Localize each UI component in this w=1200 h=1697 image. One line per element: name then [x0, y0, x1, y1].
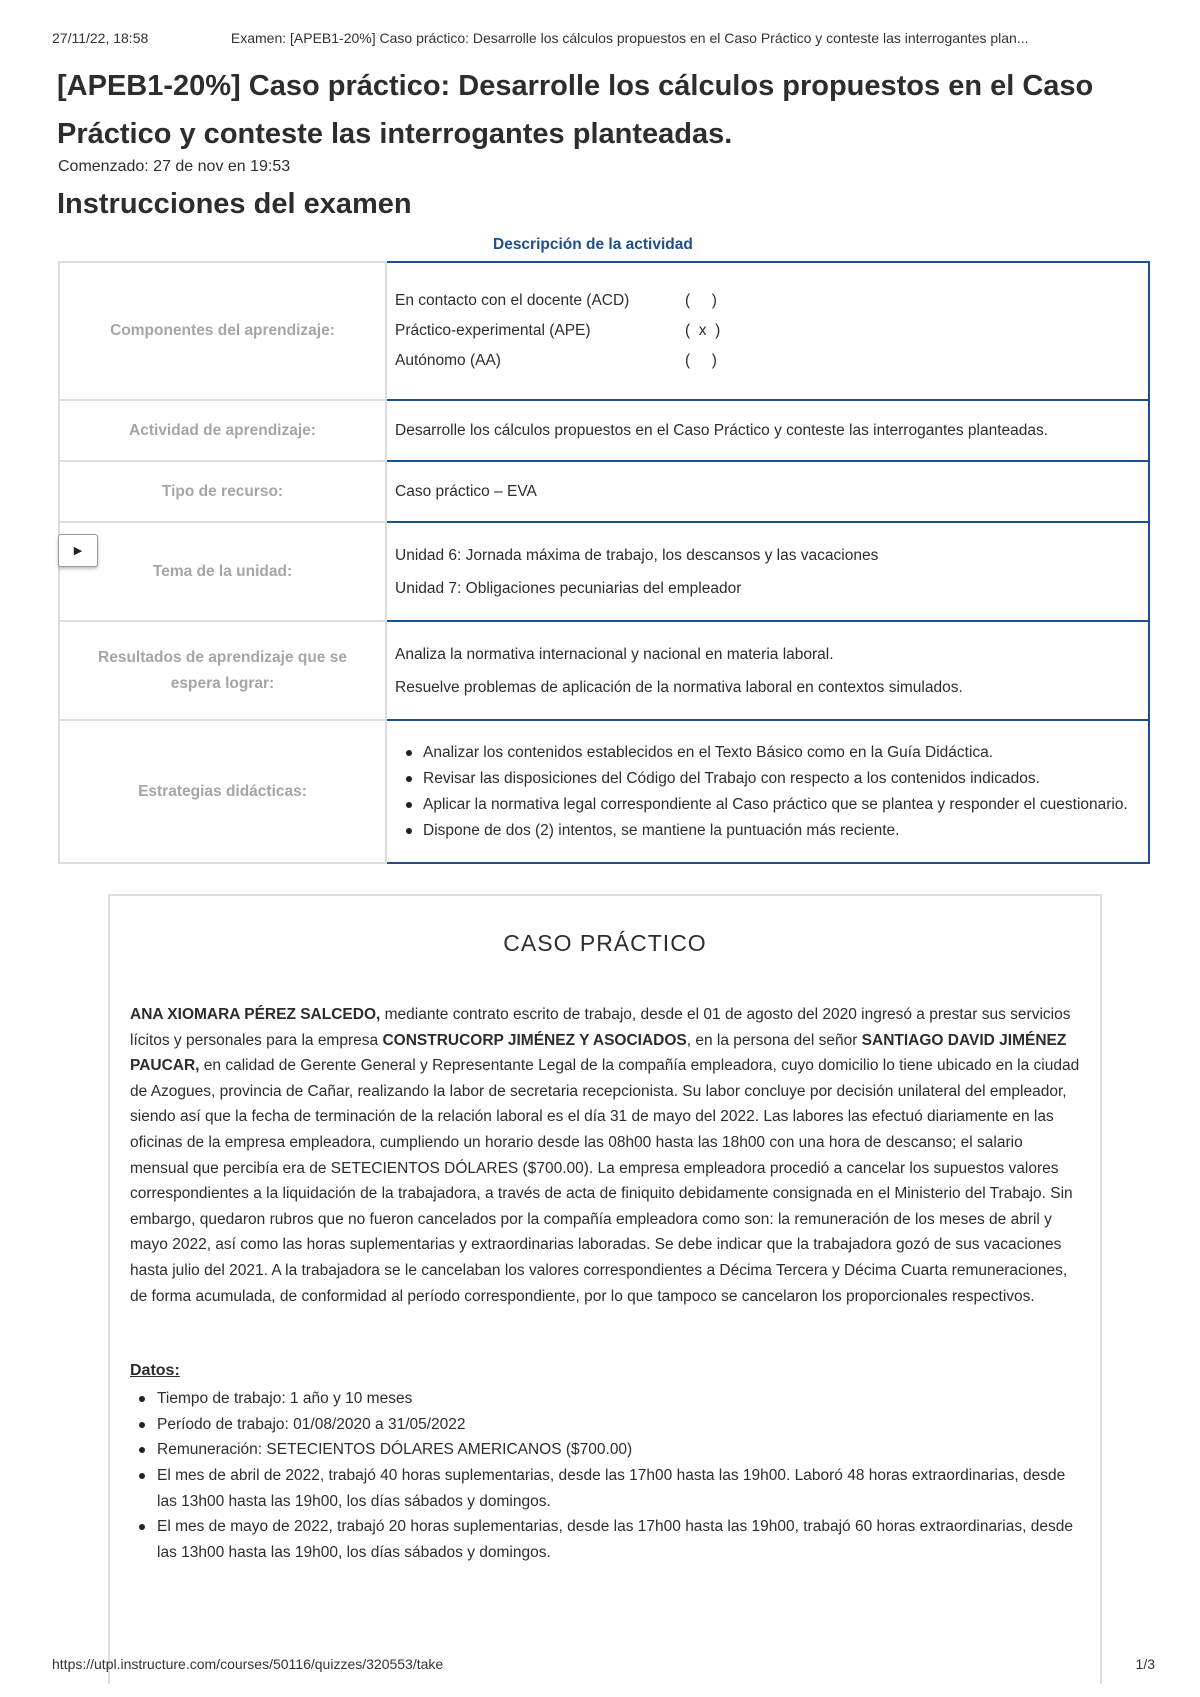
component-mark: ( x ) [685, 322, 721, 339]
component-name: En contacto con el docente (ACD) [395, 292, 630, 309]
datos-item: Período de trabajo: 01/08/2020 a 31/05/2022 [130, 1412, 1080, 1438]
topic-row [59, 522, 1149, 621]
component-item [395, 322, 1140, 340]
component-mark: ( ) [685, 352, 717, 369]
resource-label: Tipo de recurso: [59, 461, 386, 522]
resource-value: Caso práctico – EVA [386, 461, 1149, 522]
component-item [395, 292, 1140, 310]
component-name: Práctico-experimental (APE) [395, 322, 591, 339]
component-item [395, 352, 1140, 370]
datos-item: Remuneración: SETECIENTOS DÓLARES AMERICANOS ($700.00) [130, 1437, 1080, 1463]
print-header [52, 30, 1160, 46]
components-value [386, 262, 1149, 400]
strategy-item: Aplicar la normativa legal correspondiente al Caso práctico que se plantea y responder el cuestionario. [395, 792, 1140, 818]
instructions-heading: Instrucciones del examen [57, 188, 412, 220]
strategies-list [395, 740, 1140, 844]
strategy-item: Revisar las disposiciones del Código del Trabajo con respecto a los contenidos indicados. [395, 766, 1140, 792]
datos-item: El mes de abril de 2022, trabajó 40 horas suplementarias, desde las 17h00 hasta las 19h00. Laboró 48 horas extraordinarias, desde las 13h00 hasta las 19h00, los días sábados y domingos. [130, 1463, 1080, 1514]
component-mark: ( ) [685, 292, 717, 309]
manager-name: SANTIAGO DAVID JIMÉNEZ PAUCAR, [130, 1031, 1067, 1075]
expand-button[interactable] [58, 534, 98, 567]
results-label: Resultados de aprendizaje que se espera lograr: [59, 621, 386, 720]
print-date: 27/11/22, 18:58 [52, 30, 149, 46]
case-study-box [108, 894, 1102, 1684]
topic-label: Tema de la unidad: [59, 522, 386, 621]
page-url: https://utpl.instructure.com/courses/50116/quizzes/320553/take [52, 1656, 444, 1672]
results-row [59, 621, 1149, 720]
quiz-title: [APEB1-20%] Caso práctico: Desarrolle los cálculos propuestos en el Caso Práctico y conteste las interrogantes planteadas. [57, 70, 1094, 150]
started-at: Comenzado: 27 de nov en 19:53 [58, 158, 291, 175]
strategies-value [386, 720, 1149, 863]
activity-value: Desarrolle los cálculos propuestos en el Caso Práctico y conteste las interrogantes planteadas. [386, 400, 1149, 461]
employee-name: ANA XIOMARA PÉREZ SALCEDO, [130, 1006, 381, 1023]
strategy-item: Dispone de dos (2) intentos, se mantiene la puntuación más reciente. [395, 818, 1140, 844]
case-text-part: mediante contrato escrito de trabajo, desde el 01 de agosto del 2020 ingresó a prestar sus servicios lícitos y personales para la empresa [130, 1006, 1071, 1049]
result-item: Analiza la normativa internacional y nacional en materia laboral. [395, 646, 834, 663]
activity-table [58, 261, 1150, 864]
strategy-item: Analizar los contenidos establecidos en el Texto Básico como en la Guía Didáctica. [395, 740, 1140, 766]
datos-heading: Datos: [130, 1362, 180, 1380]
component-name: Autónomo (AA) [395, 352, 501, 369]
datos-list [130, 1386, 1080, 1565]
activity-caption: Descripción de la actividad [493, 236, 693, 253]
print-page-title: Examen: [APEB1-20%] Caso práctico: Desarrolle los cálculos propuestos en el Caso Práctico y conteste las interrogantes plan... [230, 30, 1029, 46]
result-item: Resuelve problemas de aplicación de la normativa laboral en contextos simulados. [395, 679, 963, 696]
activity-row [59, 400, 1149, 461]
datos-item: Tiempo de trabajo: 1 año y 10 meses [130, 1386, 1080, 1412]
topic-item: Unidad 6: Jornada máxima de trabajo, los descansos y las vacaciones [395, 547, 879, 564]
components-label: Componentes del aprendizaje: [59, 262, 386, 400]
results-value [386, 621, 1149, 720]
case-text [130, 1002, 1080, 1309]
components-row [59, 262, 1149, 400]
company-name: CONSTRUCORP JIMÉNEZ Y ASOCIADOS [382, 1031, 687, 1049]
strategies-row [59, 720, 1149, 863]
case-title: CASO PRÁCTICO [503, 930, 707, 956]
topic-value [386, 522, 1149, 621]
resource-row [59, 461, 1149, 522]
datos-item: El mes de mayo de 2022, trabajó 20 horas suplementarias, desde las 17h00 hasta las 19h00, trabajó 60 horas extraordinarias, desde las 13h00 hasta las 19h00, los días sábados y domingos. [130, 1514, 1080, 1565]
page-number: 1/3 [1135, 1656, 1155, 1672]
play-triangle-icon: ▶ [73, 545, 83, 557]
case-text-part: , en la persona del señor [686, 1031, 862, 1049]
activity-label: Actividad de aprendizaje: [59, 400, 386, 461]
topic-item: Unidad 7: Obligaciones pecuniarias del empleador [395, 580, 742, 597]
strategies-label: Estrategias didácticas: [59, 720, 386, 863]
print-footer [52, 1656, 1155, 1672]
case-text-part: en calidad de Gerente General y Representante Legal de la compañía empleadora, cuyo domicilio lo tiene ubicado en la ciudad de Azogues, provincia de Cañar, realizando la labor de secretaria recepcionista. Su labor concluye por decisión unilateral del empleador, siendo así que la fecha de terminación de la relación laboral es el día 31 de mayo del 2022. Las labores las efectuó diariamente en las oficinas de la empresa empleadora, cumpliendo un horario desde las 08h00 hasta las 18h00 con una hora de descanso; el salario mensual que percibía era de SETECIENTOS DÓLARES ($700.00). La empresa empleadora procedió a cancelar los supuestos valores correspondientes a la liquidación de la trabajadora, a través de acta de finiquito debidamente consignada en el Ministerio del Trabajo. Sin embargo, quedaron rubros que no fueron cancelados por la compañía empleadora como son: la remuneración de los meses de abril y mayo 2022, así como las horas suplementarias y extraordinarias laboradas. Se debe indicar que la trabajadora gozó de sus vacaciones hasta julio del 2021. A la trabajadora se le cancelaban los valores correspondientes a Décima Tercera y Décima Cuarta remuneraciones, de forma acumulada, de conformidad al período correspondiente, por lo que tampoco se cancelaron los proporcionales respectivos. [130, 1057, 1080, 1305]
